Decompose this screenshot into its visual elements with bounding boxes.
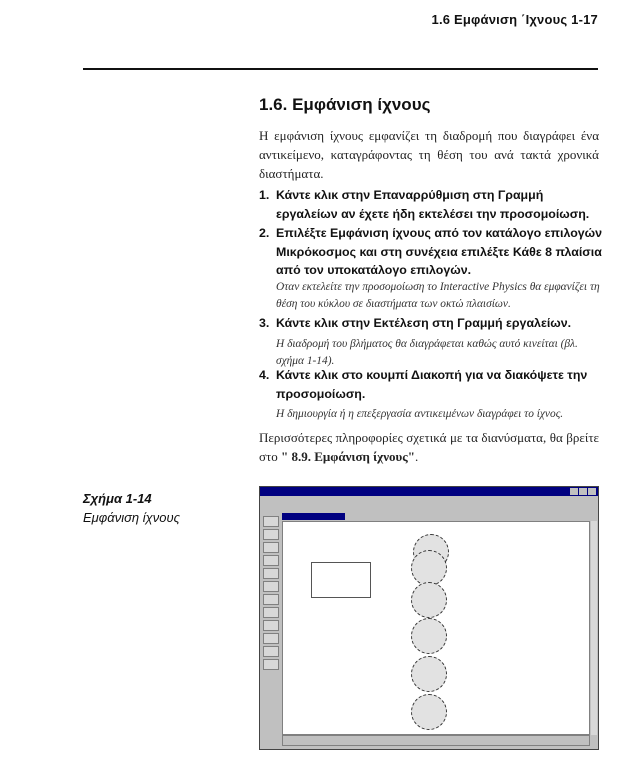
trace-circle <box>411 618 447 654</box>
cross-reference: " 8.9. Εμφάνιση ίχνους" <box>280 449 415 464</box>
window-controls <box>570 488 596 495</box>
step-2 <box>259 224 604 280</box>
app-menubar <box>260 496 598 504</box>
app-toolbar <box>260 504 598 512</box>
step-4-note: Η δημιουργία ή η επεξεργασία αντικειμένων διαγράφει το ίχνος. <box>276 408 564 420</box>
header-rule <box>83 68 598 70</box>
step-text: Κάντε κλικ στην Εκτέλεση στη Γραμμή εργαλείων. <box>276 316 572 330</box>
step-number: 3. <box>259 316 270 330</box>
step-1 <box>259 186 604 223</box>
step-3 <box>259 314 604 333</box>
figure-number: Σχήμα 1-14 <box>83 491 152 506</box>
app-statusbar <box>282 735 590 746</box>
step-2-note: Οταν εκτελείτε την προσομοίωση το Interactive Physics θα εμφανίζει τη θέση του κύκλου σε διαστήματα των οκτώ πλαισίων. <box>276 281 600 310</box>
closing-period: . <box>414 449 419 464</box>
step-number: 1. <box>259 188 270 202</box>
step-number: 2. <box>259 226 270 240</box>
document-titlebar <box>282 513 345 520</box>
step-text: Κάντε κλικ στο κουμπί Διακοπή για να διακόψετε την προσομοίωση. <box>276 368 588 401</box>
step-text: Κάντε κλικ στην Επαναρρύθμιση στη Γραμμή εργαλείων αν έχετε ήδη εκτελέσει την προσομοίωση. <box>276 188 590 221</box>
trace-circle <box>411 694 447 730</box>
intro-paragraph: Η εμφάνιση ίχνους εμφανίζει τη διαδρομή που διαγράφει ένα αντικείμενο, καταγράφοντας τη θέση του ανά τακτά χρονικά διαστήματα. <box>259 128 599 181</box>
step-number: 4. <box>259 368 270 382</box>
figure-caption: Εμφάνιση ίχνους <box>83 510 180 525</box>
figure-screenshot <box>259 486 599 750</box>
figure-label <box>83 489 180 527</box>
closing-paragraph <box>259 428 599 466</box>
vertical-scrollbar <box>591 521 597 735</box>
step-3-note: Η διαδρομή του βλήματος θα διαγράφεται καθώς αυτό κινείται (βλ. σχήμα 1-14). <box>276 338 578 367</box>
trace-circle <box>411 656 447 692</box>
running-header: 1.6 Εμφάνιση ΄Ιχνους 1-17 <box>431 12 598 27</box>
trace-circle <box>411 550 447 586</box>
step-text: Επιλέξτε Εμφάνιση ίχνους από τον κατάλογο επιλογών Μικρόκοσμος και στη συνέχεια επιλέξτε Κάθε 8 πλαίσια από τον υποκατάλογο επιλογών. <box>276 226 603 277</box>
step-4 <box>259 366 604 403</box>
trace-circle <box>411 582 447 618</box>
simulation-canvas <box>282 521 590 735</box>
meter-panel <box>311 562 371 598</box>
closing-text: Περισσότερες πληροφορίες σχετικά με τα διανύσματα, θα βρείτε στο <box>259 430 599 464</box>
app-toolbox <box>262 514 280 737</box>
section-title: 1.6. Εμφάνιση ίχνους <box>259 95 431 114</box>
app-titlebar <box>260 487 598 496</box>
